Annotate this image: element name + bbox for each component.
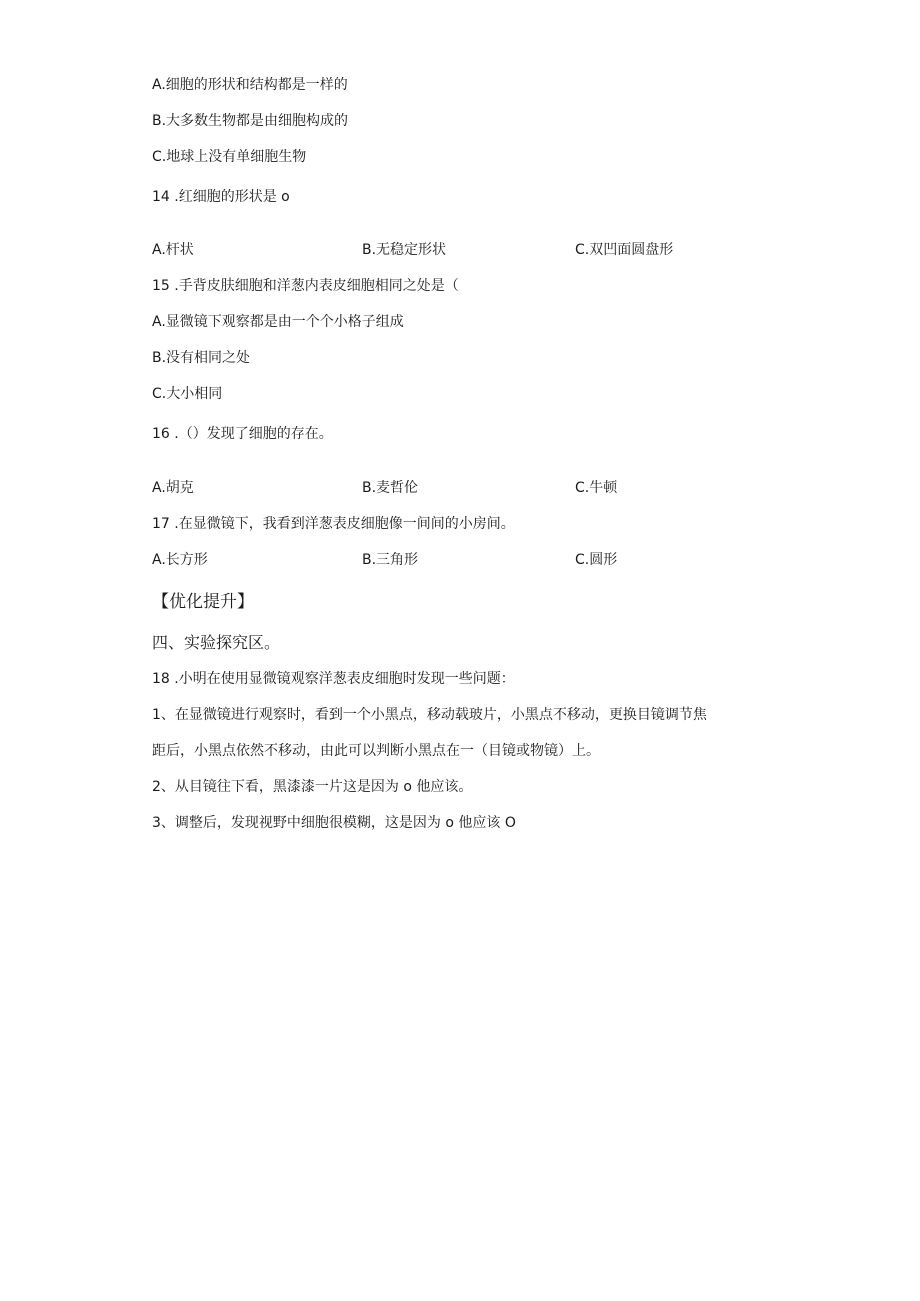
q15-option-a: A.显微镜下观察都是由一个个小格子组成 (152, 314, 404, 330)
q15-option-c: C.大小相同 (152, 386, 223, 402)
q13-option-c: C.地球上没有单细胞生物 (152, 149, 307, 165)
q18-item1-line1: 1、在显微镜进行观察时，看到一个小黑点，移动载玻片，小黑点不移动，更换目镜调节焦 (152, 707, 707, 723)
q15-option-b: B.没有相同之处 (152, 350, 251, 366)
q17-option-b: B.三角形 (362, 552, 419, 568)
q16-option-c: C.牛顿 (575, 480, 618, 496)
q14-stem: 14 .红细胞的形状是 o (152, 189, 290, 205)
q18-stem: 18 .小明在使用显微镜观察洋葱表皮细胞时发现一些问题： (152, 671, 515, 687)
q18-item1-line2: 距后，小黑点依然不移动，由此可以判断小黑点在一（目镜或物镜）上。 (152, 743, 600, 759)
q13-option-b: B.大多数生物都是由细胞构成的 (152, 113, 349, 129)
q18-item2: 2、从目镜往下看，黑漆漆一片这是因为 o 他应该。 (152, 779, 473, 795)
q17-stem: 17 .在显微镜下，我看到洋葱表皮细胞像一间间的小房间。 (152, 516, 515, 532)
q14-option-b: B.无稳定形状 (362, 242, 447, 258)
section-heading-improve: 【优化提升】 (152, 592, 254, 612)
q17-option-a: A.长方形 (152, 552, 208, 568)
q18-item3: 3、调整后，发现视野中细胞很模糊，这是因为 o 他应该 O (152, 815, 516, 831)
q16-stem: 16 .（）发现了细胞的存在。 (152, 426, 333, 442)
q14-option-c: C.双凹面圆盘形 (575, 242, 674, 258)
q15-stem: 15 .手背皮肤细胞和洋葱内表皮细胞相同之处是（ (152, 278, 459, 294)
q17-option-c: C.圆形 (575, 552, 618, 568)
section-heading-experiment: 四、实验探究区。 (152, 633, 281, 652)
q16-option-b: B.麦哲伦 (362, 480, 419, 496)
q13-option-a: A.细胞的形状和结构都是一样的 (152, 77, 348, 93)
q16-option-a: A.胡克 (152, 480, 194, 496)
q14-option-a: A.杆状 (152, 242, 194, 258)
